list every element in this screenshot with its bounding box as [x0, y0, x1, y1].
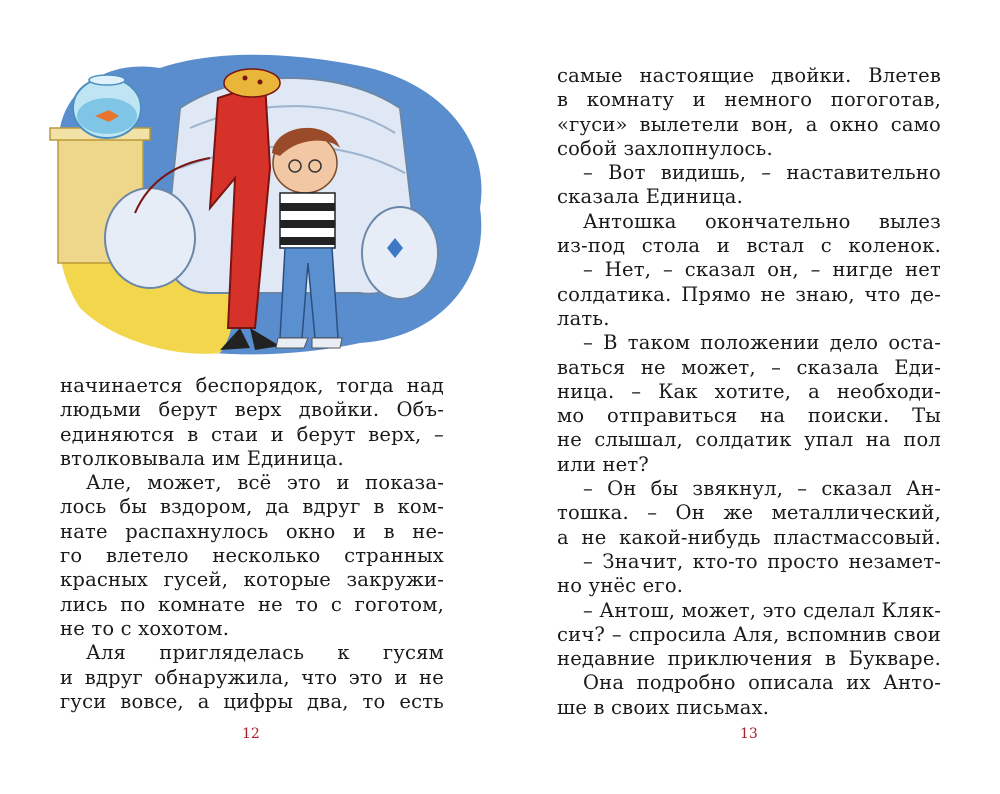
text-line: не то с хохотом. — [60, 616, 230, 640]
text-line: – Значит, кто-то просто незамет- — [583, 549, 941, 573]
text-line: не слышал, солдатик упал на пол — [557, 428, 941, 452]
text-line: а не какой-нибудь пластмассовый. — [557, 525, 941, 549]
text-line: ваться не может, – сказала Еди- — [557, 355, 941, 379]
text-line: ница. – Как хотите, а необходи- — [557, 379, 941, 403]
illustration — [40, 38, 490, 368]
text-line: мо отправиться на поиски. Ты — [557, 404, 941, 428]
text-line: – Он бы звякнул, – сказал Ан- — [583, 477, 941, 501]
text-line: го влетело несколько странных — [60, 544, 444, 568]
text-line: «гуси» вылетели вон, а окно само — [557, 112, 941, 136]
text-line: самые настоящие двойки. Влетев — [557, 64, 941, 87]
text-line: собой захлопнулось. — [557, 136, 773, 160]
text-line: Але, может, всё это и показа- — [86, 471, 444, 495]
text-line: из-под стола и встал с коленок. — [557, 234, 941, 258]
text-line: начинается беспорядок, тогда над — [60, 374, 444, 397]
text-line: ше в своих письмах. — [557, 695, 770, 719]
text-line: лать. — [557, 306, 610, 330]
text-line: солдатика. Прямо не знаю, что де- — [557, 282, 941, 306]
text-line: сич? – спросила Аля, вспомнив свои — [557, 622, 941, 646]
text-line: людьми берут верх двойки. Объ- — [60, 398, 444, 422]
left-page-text — [60, 374, 444, 714]
right-page — [500, 0, 1000, 794]
text-line: – Нет, – сказал он, – нигде нет — [583, 258, 941, 282]
text-line: втолковывала им Единица. — [60, 446, 344, 470]
text-line: нате распахнулось окно и в не- — [60, 519, 444, 543]
text-line: Антошка окончательно вылез — [583, 209, 941, 233]
text-line: лись по комнате не то с гоготом, — [60, 592, 444, 616]
text-line: – Вот видишь, – наставительно — [583, 161, 941, 185]
text-line: лось бы вздором, да вдруг в ком- — [60, 495, 444, 519]
text-line: единяются в стаи и берут верх, – — [60, 422, 444, 446]
text-line: Она подробно описала их Анто- — [583, 671, 941, 695]
page-number: 13 — [740, 726, 758, 742]
text-line: сказала Единица. — [557, 185, 744, 209]
text-line: Аля пригляделась к гусям — [86, 641, 444, 665]
text-line: и вдруг обнаружила, что это и не — [60, 665, 444, 689]
text-line: в комнату и немного погоготав, — [557, 88, 941, 112]
text-line: недавние приключения в Букваре. — [557, 647, 941, 671]
text-line: – Антош, может, это сделал Кляк- — [583, 598, 942, 622]
text-line: но унёс его. — [557, 574, 684, 598]
text-line: – В таком положении дело оста- — [583, 331, 941, 355]
text-line: красных гусей, которые закружи- — [60, 568, 444, 592]
right-page-text — [557, 64, 941, 720]
text-line: гуси вовсе, а цифры два, то есть — [60, 689, 444, 713]
page-number: 12 — [242, 726, 260, 742]
text-line: или нет? — [557, 452, 649, 476]
text-line: тошка. – Он же металлический, — [557, 501, 941, 525]
